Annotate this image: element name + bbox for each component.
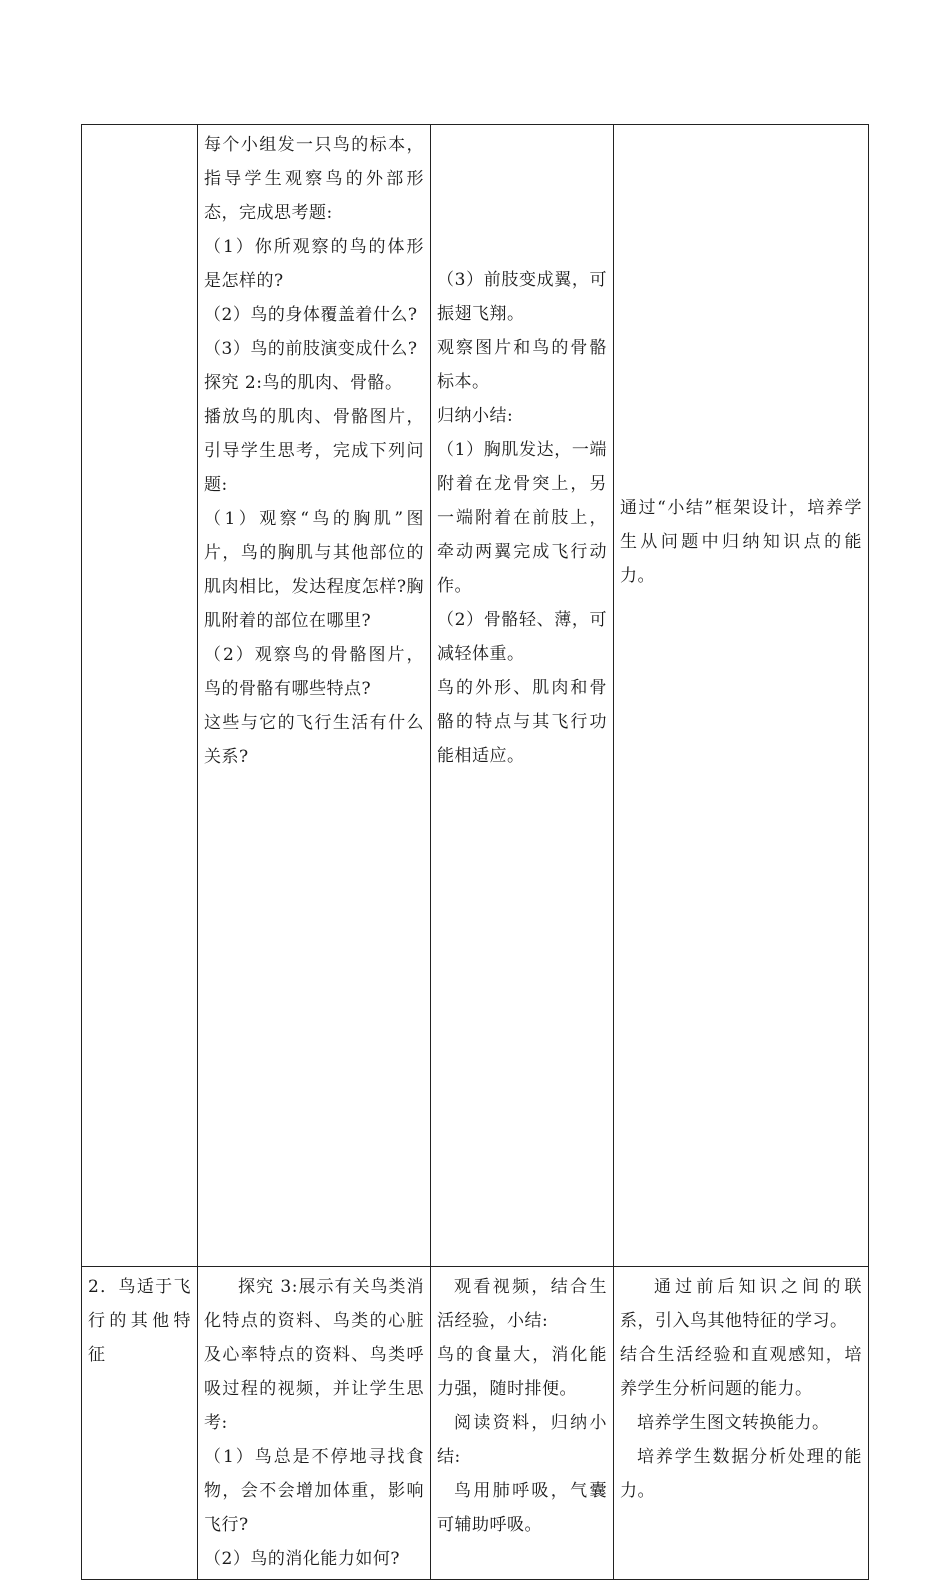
cell-design-intent bbox=[614, 125, 869, 1267]
cell-line: （2）骨骼轻、薄，可减轻体重。 bbox=[437, 610, 607, 664]
cell-line: 通过前后知识之间的联系，引入鸟其他特征的学习。 bbox=[620, 1277, 862, 1331]
cell-teacher-activity bbox=[198, 125, 431, 1267]
cell-student-activity bbox=[431, 1267, 614, 1580]
cell-line: 归纳小结: bbox=[437, 406, 514, 426]
table-row bbox=[82, 1267, 869, 1580]
cell-line: （1）鸟总是不停地寻找食物，会不会增加体重，影响飞行? bbox=[204, 1447, 424, 1535]
table-row bbox=[82, 125, 869, 1267]
cell-line: 结合生活经验和直观感知，培养学生分析问题的能力。 bbox=[620, 1345, 862, 1399]
cell-line: （1）胸肌发达，一端附着在龙骨突上，另一端附着在前肢上，牵动两翼完成飞行动作。 bbox=[437, 440, 607, 596]
cell-line: 探究 2:鸟的肌肉、骨骼。 bbox=[204, 373, 403, 393]
cell-line: （1）观察“鸟的胸肌”图片，鸟的胸肌与其他部位的肌肉相比，发达程度怎样?胸肌附着的部位在哪里? bbox=[204, 509, 424, 631]
stage-title: 2．鸟适于飞行的其他特征 bbox=[88, 1277, 191, 1365]
cell-line: 培养学生数据分析处理的能力。 bbox=[620, 1447, 862, 1501]
cell-line: 培养学生图文转换能力。 bbox=[637, 1413, 830, 1433]
cell-line: （1）你所观察的鸟的体形是怎样的? bbox=[204, 237, 424, 291]
cell-line: 通过“小结”框架设计，培养学生从问题中归纳知识点的能力。 bbox=[620, 498, 862, 586]
cell-teacher-activity bbox=[198, 1267, 431, 1580]
cell-line: 鸟的食量大，消化能力强，随时排便。 bbox=[437, 1345, 607, 1399]
cell-line: （2）鸟的身体覆盖着什么? bbox=[204, 305, 418, 325]
cell-line: 观看视频，结合生活经验，小结: bbox=[437, 1277, 607, 1331]
cell-line: 探究 3:展示有关鸟类消化特点的资料、鸟类的心脏及心率特点的资料、鸟类呼吸过程的视频，并让学生思考: bbox=[204, 1277, 424, 1433]
cell-line: （3）前肢变成翼，可振翅飞翔。 bbox=[437, 270, 607, 324]
cell-line: 鸟用肺呼吸，气囊可辅助呼吸。 bbox=[437, 1481, 607, 1535]
cell-line: 播放鸟的肌肉、骨骼图片，引导学生思考，完成下列问题: bbox=[204, 407, 424, 495]
cell-line: 观察图片和鸟的骨骼标本。 bbox=[437, 338, 607, 392]
cell-student-activity bbox=[431, 125, 614, 1267]
cell-line: 这些与它的飞行生活有什么关系? bbox=[204, 713, 424, 767]
cell-design-intent bbox=[614, 1267, 869, 1580]
cell-stage bbox=[82, 125, 198, 1267]
cell-line: （2）观察鸟的骨骼图片，鸟的骨骼有哪些特点? bbox=[204, 645, 424, 699]
lesson-plan-table bbox=[81, 124, 869, 1580]
cell-line: 鸟的外形、肌肉和骨骼的特点与其飞行功能相适应。 bbox=[437, 678, 607, 766]
cell-line: （2）鸟的消化能力如何? bbox=[204, 1549, 400, 1569]
cell-line: 阅读资料，归纳小结: bbox=[437, 1413, 607, 1467]
cell-line: 每个小组发一只鸟的标本，指导学生观察鸟的外部形态，完成思考题: bbox=[204, 135, 424, 223]
cell-stage bbox=[82, 1267, 198, 1580]
cell-line: （3）鸟的前肢演变成什么? bbox=[204, 339, 418, 359]
